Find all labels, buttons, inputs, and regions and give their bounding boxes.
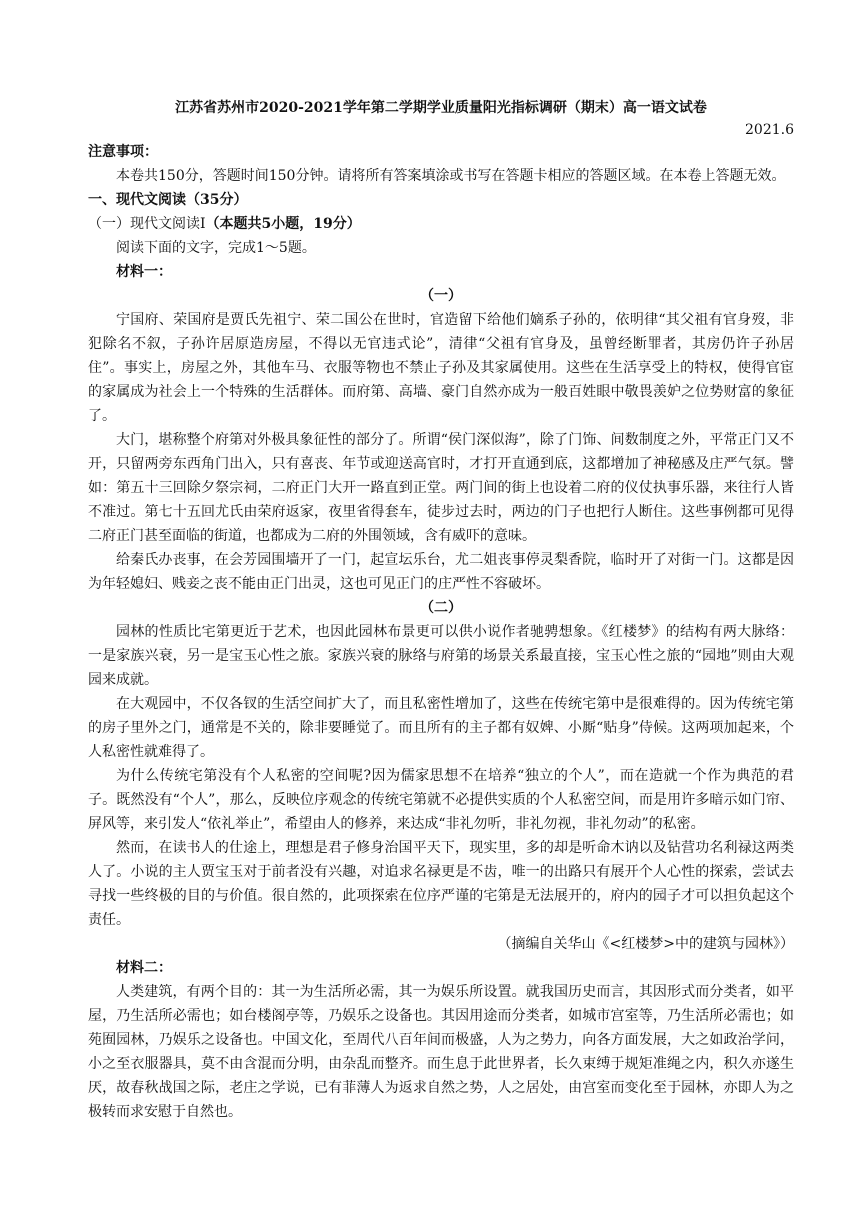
subsection-score: （本题共5小题，19分） <box>205 216 361 232</box>
instruction: 阅读下面的文字，完成1～5题。 <box>116 240 316 256</box>
paragraph: 宁国府、荣国府是贾氏先祖宁、荣二国公在世时，官造留下给他们嫡系子孙的，依明律“其父祖有官身歿，非犯除名不叙，子孙许居原造房屋，不得以无官违式论”，清律“父祖有官身及，虽曾经断罪者，其房仍许子孙居住”。事实上，房屋之外，其他车马、衣服等物也不禁止子孙及其家属使用。这些在生活享受上的特权，使得官宦的家属成为社会上一个特殊的生活群体。而府第、高墙、豪门自然亦成为一般百姓眼中敬畏羡妒之位势财富的象征了。 <box>88 312 794 424</box>
exam-page <box>88 96 794 1124</box>
material1-label: 材料一： <box>116 264 172 280</box>
notice-text: 本卷共150分，答题时间150分钟。请将所有答案填涂或书写在答题卡相应的答题区域。在本卷上答题无效。 <box>116 168 786 184</box>
paragraph: 在大观园中，不仅各钗的生活空间扩大了，而且私密性增加了，这些在传统宅第中是很难得的。因为传统宅第的房子里外之门，通常是不关的，除非要睡觉了。而且所有的主子都有奴婢、小厮“贴身”侍候。这两项加起来，个人私密性就难得了。 <box>88 696 794 760</box>
part1-label: （一） <box>420 288 462 304</box>
paragraph: 园林的性质比宅第更近于艺术，也因此园林布景更可以供小说作者驰骋想象。《红楼梦》的结构有两大脉络：一是家族兴衰，另一是宝玉心性之旅。家族兴衰的脉络与府第的场景关系最直接，宝玉心性之旅的“园地”则由大观园来成就。 <box>88 624 794 688</box>
subsection-prefix: （一）现代文阅读Ⅰ <box>88 216 206 232</box>
notice-label: 注意事项： <box>88 144 158 160</box>
paragraph: 然而，在读书人的仕途上，理想是君子修身治国平天下，现实里，多的却是听命木讷以及钻营功名利禄这两类人了。小说的主人贾宝玉对于前者没有兴趣，对追求名禄更是不齿，唯一的出路只有展开个人心性的探索，尝试去寻找一些终极的目的与价值。很自然的，此项探索在位序严谨的宅第是无法展开的，府内的园子才可以担负起这个责任。 <box>88 840 794 928</box>
exam-date: 2021.6 <box>745 122 794 138</box>
paragraph: 人类建筑，有两个目的：其一为生活所必需，其一为娱乐所设置。就我国历史而言，其因形式而分类者，如平屋，乃生活所必需也；如台楼阁亭等，乃娱乐之设备也。其因用途而分类者，如城市宫室等，乃生活所必需也；如苑囿园林，乃娱乐之设备也。中国文化，至周代八百年间而极盛，人为之势力，向各方面发展，大之如政治学问，小之至衣服器具，莫不由含混而分明，由杂乱而整齐。而生息于此世界者，长久束缚于规矩准绳之内，积久亦遂生厌，故春秋战国之际，老庄之学说，已有菲薄人为返求自然之势，人之居处，由宫室而变化至于园林，亦即人为之极转而求安慰于自然也。 <box>88 984 794 1120</box>
material2-label: 材料二： <box>116 960 172 976</box>
exam-title: 江苏省苏州市2020-2021学年第二学期学业质量阳光指标调研（期末）高一语文试卷 <box>175 100 707 116</box>
paragraph: 给秦氏办丧事，在会芳园围墙开了一门，起宣坛乐台，尤二姐丧事停灵梨香院，临时开了对街一门。这都是因为年轻媳妇、贱妾之丧不能由正门出灵，这也可见正门的庄严性不容破坏。 <box>88 552 794 592</box>
subsection-heading <box>88 212 794 236</box>
source-citation: （摘编自关华山《<红楼梦>中的建筑与园林》） <box>497 936 794 952</box>
paragraph: 为什么传统宅第没有个人私密的空间呢?因为儒家思想不在培养“独立的个人”，而在造就一个作为典范的君子。既然没有“个人”，那么，反映位序观念的传统宅第就不必提供实质的个人私密空间，而是用许多暗示如门帘、屏风等，来引发人“依礼举止”，希望由人的修养，来达成“非礼勿听，非礼勿视，非礼勿动”的私密。 <box>88 768 794 832</box>
part2-label: （二） <box>420 600 462 616</box>
section-heading: 一、现代文阅读（35分） <box>88 192 248 208</box>
paragraph: 大门，堪称整个府第对外极具象征性的部分了。所谓“侯门深似海”，除了门饰、间数制度之外，平常正门又不开，只留两旁东西角门出入，只有喜丧、年节或迎送高官时，才打开直通到底，这都增加了神秘感及庄严气氛。譬如：第五十三回除夕祭宗祠，二府正门大开一路直到正堂。两门间的街上也设着二府的仪仗执事乐器，来往行人皆不准过。第七十五回尤氏由荣府返家，夜里省得套车，徒步过去时，两边的门子也把行人断住。这些事例都可见得二府正门甚至面临的街道，也都成为二府的外围领域，含有威吓的意味。 <box>88 432 794 544</box>
